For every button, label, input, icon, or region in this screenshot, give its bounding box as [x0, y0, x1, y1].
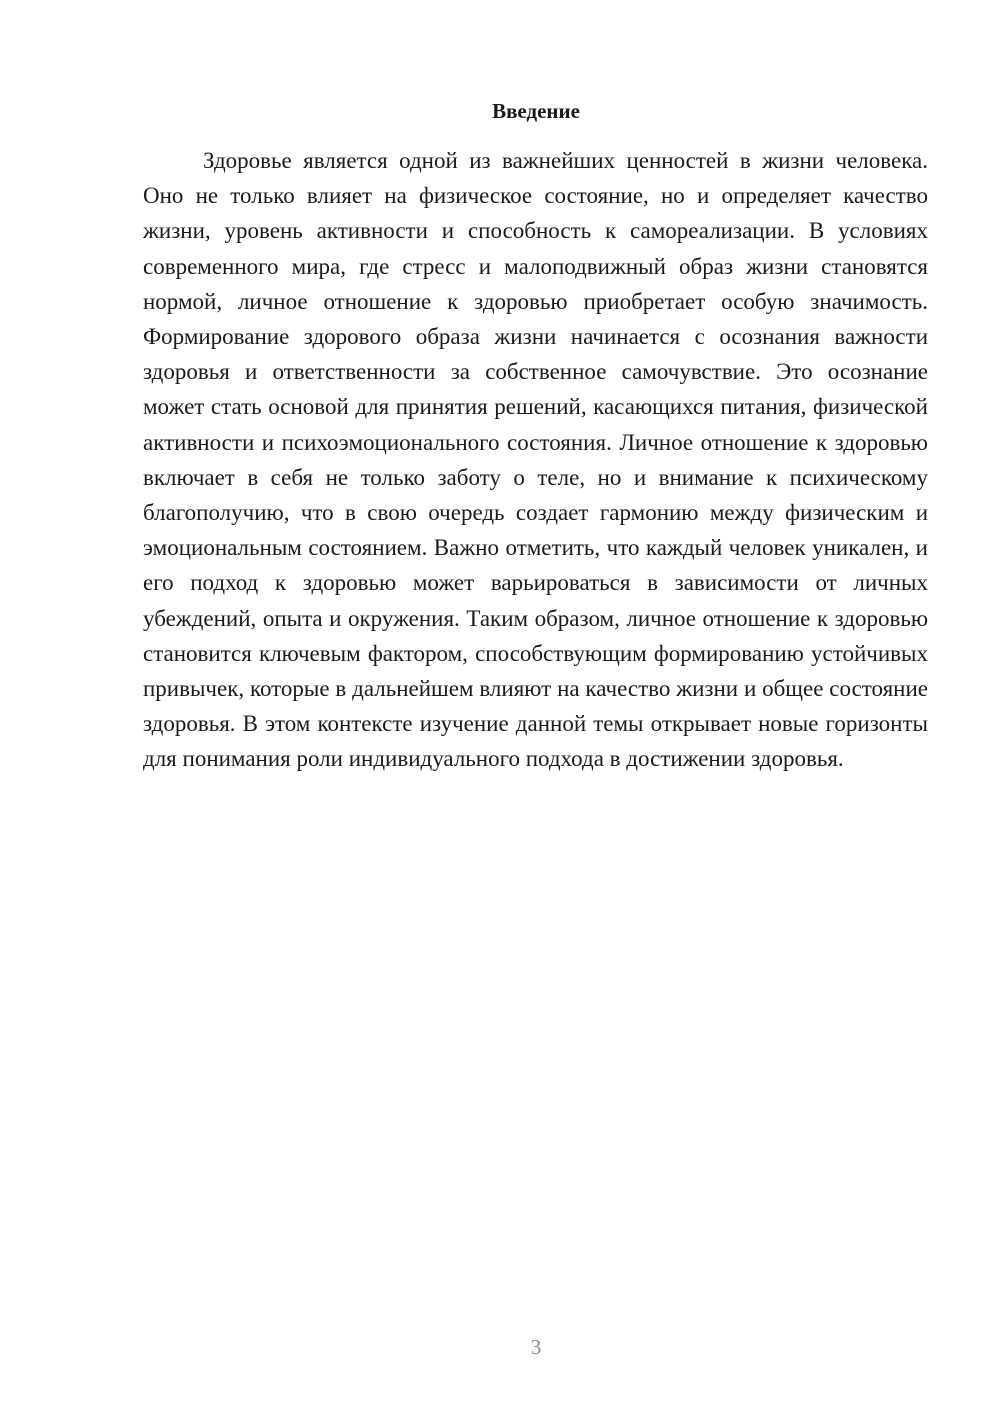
page-number: 3: [530, 1335, 542, 1359]
section-heading: Введение: [492, 99, 580, 123]
body-paragraph: Здоровье является одной из важнейших ценностей в жизни человека. Оно не только влияет на физическое состояние, но и определяет качество жизни, уровень активности и способность к самореализации. В условиях современного мира, где стресс и малоподвижный образ жизни становятся нормой, личное отношение к здоровью приобретает особую значимость. Формирование здорового образа жизни начинается с осознания важности здоровья и ответственности за собственное самочувствие. Это осознание может стать основой для принятия решений, касающихся питания, физической активности и психоэмоционального состояния. Личное отношение к здоровью включает в себя не только заботу о теле, но и внимание к психическому благополучию, что в свою очередь создает гармонию между физическим и эмоциональным состоянием. Важно отметить, что каждый человек уникален, и его подход к здоровью может варьироваться в зависимости от личных убеждений, опыта и окружения. Таким образом, личное отношение к здоровью становится ключевым фактором, способствующим формированию устойчивых привычек, которые в дальнейшем влияют на качество жизни и общее состояние здоровья. В этом контексте изучение данной темы открывает новые горизонты для понимания роли индивидуального подхода в достижении здоровья.: [143, 148, 928, 772]
